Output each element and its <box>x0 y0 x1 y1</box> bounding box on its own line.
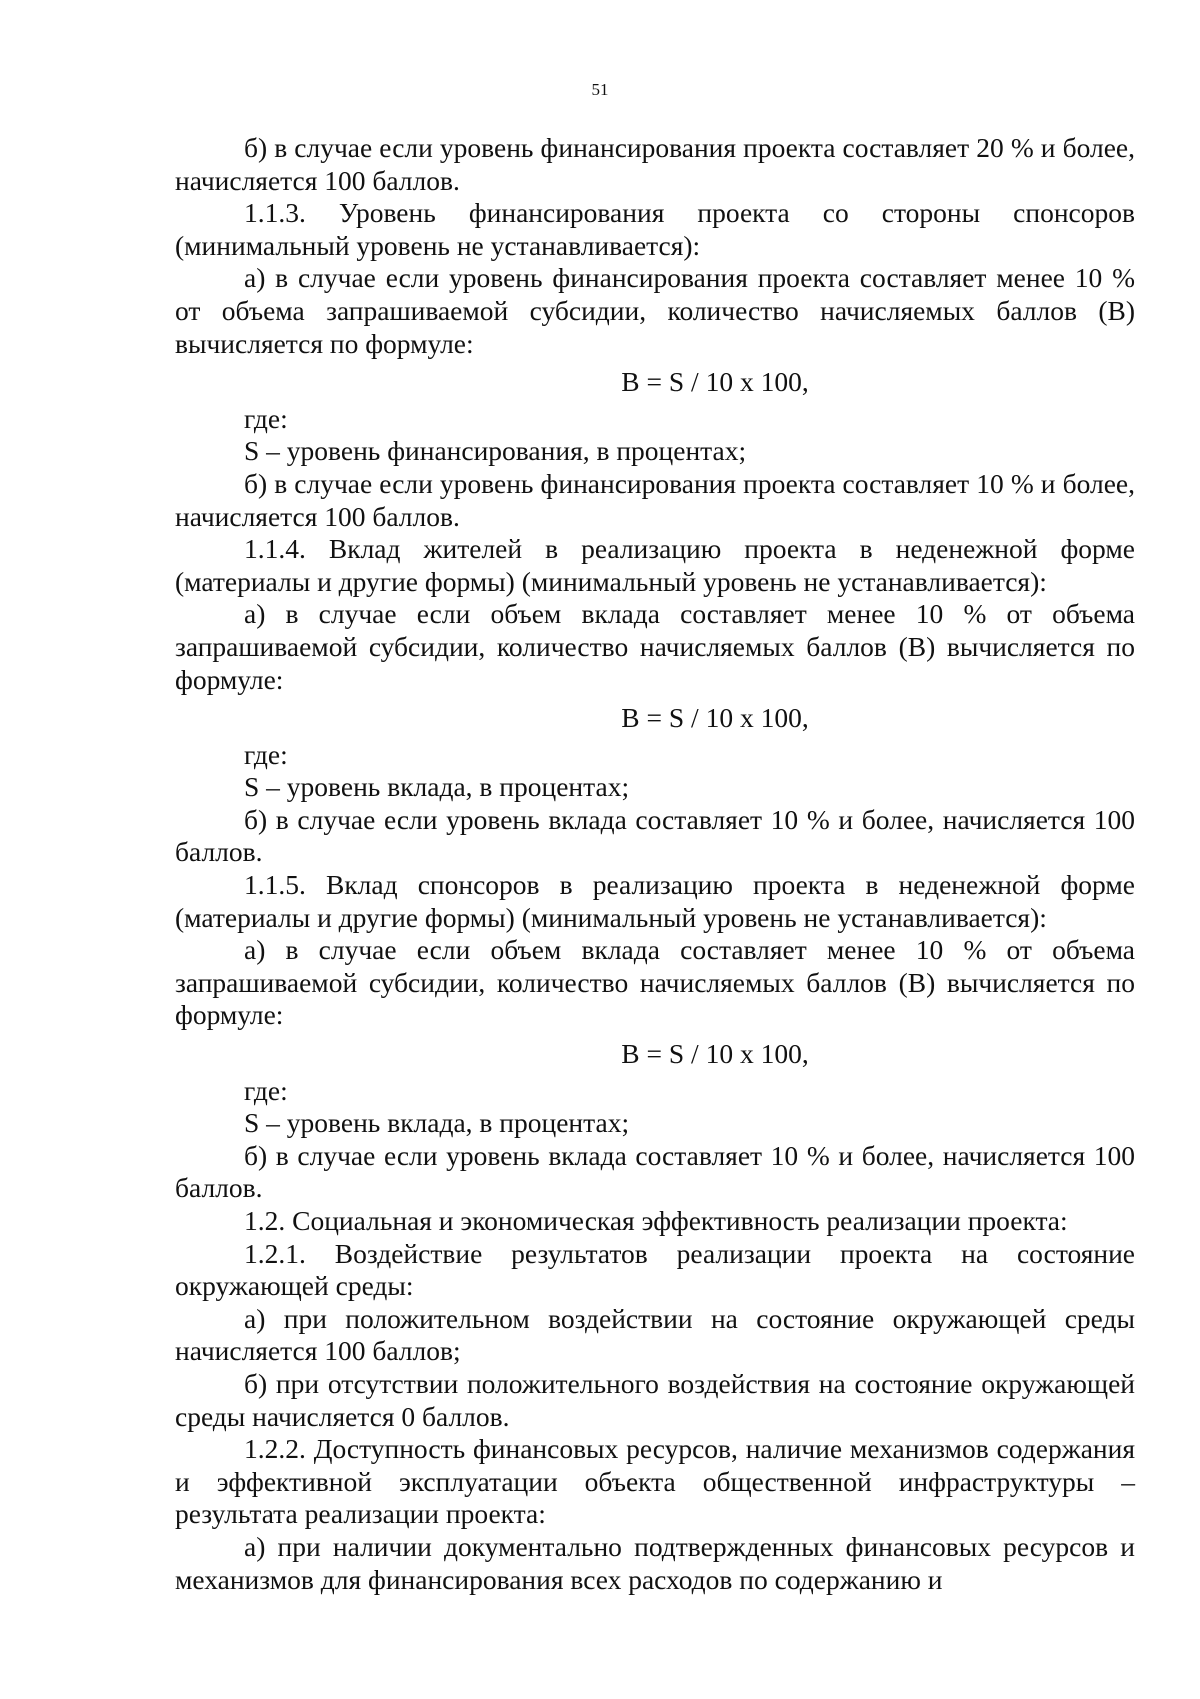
paragraph: б) в случае если уровень вклада составляет 10 % и более, начисляется 100 баллов. <box>175 1139 1135 1204</box>
paragraph: где: <box>244 402 288 434</box>
paragraph: где: <box>244 1074 288 1106</box>
page-number: 51 <box>591 80 609 99</box>
paragraph: 1.1.5. Вклад спонсоров в реализацию проекта в неденежной форме (материалы и другие формы) (минимальный уровень не устанавливается): <box>175 869 1135 933</box>
paragraph: б) в случае если уровень вклада составляет 10 % и более, начисляется 100 баллов. <box>175 803 1135 868</box>
paragraph: б) в случае если уровень финансирования проекта составляет 10 % и более, начисляется 100 баллов. <box>175 467 1135 532</box>
paragraph: S – уровень вклада, в процентах; <box>244 771 630 803</box>
formula: В = S / 10 х 100, <box>621 1038 809 1070</box>
paragraph: 1.1.4. Вклад жителей в реализацию проекта в неденежной форме (материалы и другие формы) (минимальный уровень не устанавливается): <box>175 533 1135 597</box>
document-body <box>175 132 1135 1596</box>
paragraph: а) в случае если объем вклада составляет менее 10 % от объема запрашиваемой субсидии, количество начисляемых баллов (В) вычисляется по формуле: <box>175 598 1135 695</box>
formula: В = S / 10 х 100, <box>621 366 809 398</box>
paragraph: а) при положительном воздействии на состояние окружающей среды начисляется 100 баллов; <box>175 1302 1135 1367</box>
paragraph: 1.2.1. Воздействие результатов реализации проекта на состояние окружающей среды: <box>175 1237 1135 1302</box>
paragraph: S – уровень вклада, в процентах; <box>244 1107 630 1139</box>
paragraph: 1.2.2. Доступность финансовых ресурсов, наличие механизмов содержания и эффективной эксплуатации объекта общественной инфраструктуры – результата реализации проекта: <box>175 1433 1135 1530</box>
paragraph: б) при отсутствии положительного воздействия на состояние окружающей среды начисляется 0 баллов. <box>175 1367 1135 1432</box>
paragraph: 1.1.3. Уровень финансирования проекта со стороны спонсоров (минимальный уровень не устанавливается): <box>175 197 1135 261</box>
paragraph: а) в случае если объем вклада составляет менее 10 % от объема запрашиваемой субсидии, количество начисляемых баллов (В) вычисляется по формуле: <box>175 934 1135 1031</box>
paragraph: а) в случае если уровень финансирования проекта составляет менее 10 % от объема запрашиваемой субсидии, количество начисляемых баллов (В) вычисляется по формуле: <box>175 262 1135 359</box>
formula: В = S / 10 х 100, <box>621 702 809 734</box>
paragraph: а) при наличии документально подтвержденных финансовых ресурсов и механизмов для финансирования всех расходов по содержанию и <box>175 1530 1135 1595</box>
paragraph: где: <box>244 738 288 770</box>
paragraph: б) в случае если уровень финансирования проекта составляет 20 % и более, начисляется 100 баллов. <box>175 132 1135 196</box>
paragraph: S – уровень финансирования, в процентах; <box>244 435 747 467</box>
paragraph: 1.2. Социальная и экономическая эффективность реализации проекта: <box>244 1205 1068 1236</box>
